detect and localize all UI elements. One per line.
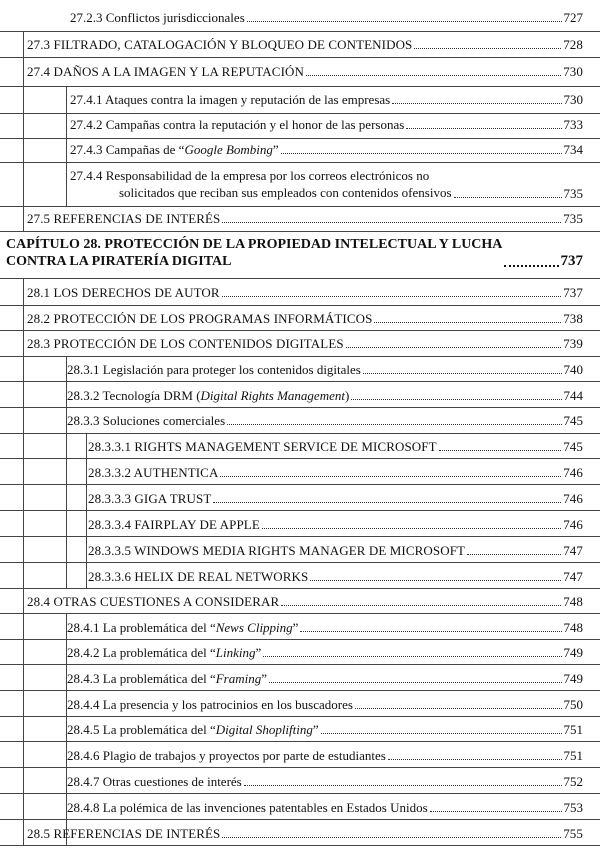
toc-entry[interactable] [27,311,583,326]
row-divider [0,613,600,614]
page-number: 733 [563,117,583,132]
toc-entry-title: 28.3.3.5 WINDOWS MEDIA RIGHTS MANAGER DE MICROSOFT [88,543,466,558]
toc-entry[interactable] [88,439,583,454]
toc-entry[interactable] [27,211,583,226]
row-divider [0,588,600,589]
row-divider [0,330,600,331]
row-divider [0,206,600,207]
title-italic: Framing [215,671,262,686]
toc-entry[interactable] [67,671,583,686]
dot-leader [222,296,562,297]
title-line-2: solicitados que reciban sus empleados con contenidos ofensivos [119,185,452,200]
title-prefix: 28.3.2 Tecnología DRM ( [67,388,201,403]
row-divider [0,113,600,114]
toc-entry[interactable] [67,697,583,712]
dot-leader [454,197,562,198]
row-divider [0,305,600,306]
row-divider [0,510,600,511]
toc-entry-title: 28.3.3.2 AUTHENTICA [88,465,219,480]
chapter-title-line-2: CONTRA LA PIRATERÍA DIGITAL [6,254,232,269]
column-rule [23,31,24,232]
column-rule [86,433,87,588]
chapter-title-line-1: CAPÍTULO 28. PROTECCIÓN DE LA PROPIEDAD INTELECTUAL Y LUCHA [6,237,503,252]
page-number: 738 [563,311,583,326]
toc-entry-title: 28.4.6 Plagio de trabajos y proyectos por parte de estudiantes [67,748,386,763]
row-divider [0,138,600,139]
dot-leader [244,785,562,786]
dot-leader [263,656,561,657]
title-italic: Google Bombing [184,142,273,157]
toc-entry-title: 28.4.7 Otras cuestiones de interés [67,774,242,789]
page-number: 737 [563,285,583,300]
toc-entry[interactable] [67,774,583,789]
title-italic: Linking [215,645,256,660]
row-divider [0,484,600,485]
dot-leader [262,528,561,529]
dot-leader [281,153,562,154]
dot-leader [213,502,561,503]
title-suffix: ” [312,722,319,737]
page-number: 728 [563,37,583,52]
page-number: 745 [563,413,583,428]
toc-entry[interactable] [27,336,583,351]
dot-leader [430,811,562,812]
toc-entry[interactable] [88,465,583,480]
toc-entry-title: 28.4 OTRAS CUESTIONES A CONSIDERAR [27,594,280,609]
toc-entry[interactable] [27,285,583,300]
toc-entry[interactable] [70,142,583,157]
page-number: 746 [563,465,583,480]
toc-entry-title [70,167,452,201]
toc-entry-title: 28.3.1 Legislación para proteger los contenidos digitales [67,362,361,377]
row-divider [0,381,600,382]
row-divider [0,31,600,32]
toc-entry[interactable] [67,748,583,763]
dot-leader [374,322,561,323]
page-number: 745 [563,439,583,454]
dot-leader [321,733,562,734]
toc-entry-title [67,671,267,686]
toc-entry[interactable] [67,645,583,660]
row-divider [0,162,600,163]
toc-entry[interactable] [70,92,583,107]
toc-entry-title [70,142,279,157]
dot-leader [269,682,561,683]
page-number: 747 [563,569,583,584]
dot-leader [310,580,561,581]
dot-leader [406,128,561,129]
toc-entry-title: 28.3.3 Soluciones comerciales [67,413,226,428]
toc-entry-title: 28.4.8 La polémica de las invenciones patentables en Estados Unidos [67,800,428,815]
row-divider [0,231,600,232]
toc-entry[interactable] [88,517,583,532]
toc-entry-title [67,722,319,737]
title-line-1: 27.4.4 Responsabilidad de la empresa por los correos electrónicos no [70,168,430,183]
toc-entry-title: 27.5 REFERENCIAS DE INTERÉS [27,211,221,226]
dot-leader [439,450,562,451]
page-number: 751 [563,722,583,737]
toc-entry-title: 28.3.3.4 FAIRPLAY DE APPLE [88,517,260,532]
title-prefix: 27.4.3 Campañas de “ [70,142,185,157]
row-divider [0,767,600,768]
page-number: 734 [563,142,583,157]
toc-entry-title: 28.4.4 La presencia y los patrocinios en los buscadores [67,697,353,712]
toc-entry-title: 28.3 PROTECCIÓN DE LOS CONTENIDOS DIGITALES [27,336,344,351]
row-divider [0,458,600,459]
toc-entry-title: 28.2 PROTECCIÓN DE LOS PROGRAMAS INFORMÁTICOS [27,311,373,326]
page-number: 727 [563,10,583,25]
page-number: 746 [563,517,583,532]
dot-leader [363,373,562,374]
dot-leader [306,75,561,76]
page-number: 746 [563,491,583,506]
toc-entry[interactable] [67,800,583,815]
dot-leader [300,631,561,632]
dot-leader [388,759,562,760]
dot-leader [346,347,561,348]
title-italic: Digital Shoplifting [215,722,313,737]
page-number: 735 [563,186,583,201]
title-suffix: ” [261,671,268,686]
dot-leader [220,476,561,477]
row-divider [0,407,600,408]
toc-entry[interactable] [27,826,583,841]
toc-entry[interactable] [88,569,583,584]
page-number: 751 [563,748,583,763]
title-italic: Digital Rights Management [200,388,345,403]
page-number: 730 [563,92,583,107]
dot-leader [467,554,561,555]
page-number: 748 [563,620,583,635]
chapter-entry[interactable] [6,236,583,270]
toc-entry-title: 28.3.3.3 GIGA TRUST [88,491,212,506]
toc-entry[interactable] [88,491,583,506]
dot-leader [281,605,561,606]
chapter-title [6,236,502,270]
row-divider [0,57,600,58]
toc-entry[interactable] [67,413,583,428]
row-divider [0,639,600,640]
page-number: 739 [563,336,583,351]
toc-entry[interactable] [27,64,583,79]
row-divider [0,793,600,794]
row-divider [0,278,600,279]
page-number: 749 [563,671,583,686]
toc-entry[interactable] [67,362,583,377]
toc-entry[interactable] [70,117,583,132]
page-number: 748 [563,594,583,609]
dot-leader [504,265,558,267]
page-number: 740 [563,362,583,377]
toc-entry-title: 27.4.2 Campañas contra la reputación y el honor de las personas [70,117,405,132]
dot-leader [222,222,561,223]
row-divider [0,716,600,717]
toc-entry-title [67,620,298,635]
toc-entry-title: 27.3 FILTRADO, CATALOGACIÓN Y BLOQUEO DE CONTENIDOS [27,37,413,52]
title-suffix: ” [272,142,279,157]
dot-leader [222,837,561,838]
toc-entry[interactable] [70,167,583,201]
toc-entry-title: 28.1 LOS DERECHOS DE AUTOR [27,285,220,300]
toc-entry-title: 27.4.1 Ataques contra la imagen y reputación de las empresas [70,92,391,107]
row-divider [0,433,600,434]
page-number: 730 [563,64,583,79]
toc-entry[interactable] [88,543,583,558]
row-divider [0,356,600,357]
page-number: 753 [563,800,583,815]
title-suffix: ” [292,620,299,635]
row-divider [0,562,600,563]
page-number: 755 [563,826,583,841]
toc-entry[interactable] [70,10,583,25]
dot-leader [392,103,561,104]
title-suffix: ” [255,645,262,660]
row-divider [0,536,600,537]
dot-leader [414,48,561,49]
toc-entry-title [67,645,261,660]
row-divider [0,819,600,820]
dot-leader [351,399,561,400]
toc-entry-title: 27.4 DAÑOS A LA IMAGEN Y LA REPUTACIÓN [27,64,304,79]
row-divider [0,664,600,665]
title-prefix: 28.4.1 La problemática del “ [67,620,216,635]
title-suffix: ) [344,388,350,403]
toc-entry-title: 28.3.3.6 HELIX DE REAL NETWORKS [88,569,309,584]
page-number: 747 [563,543,583,558]
row-divider [0,741,600,742]
page-number: 737 [560,253,583,269]
dot-leader [227,424,561,425]
column-rule [66,86,67,207]
row-divider [0,845,600,846]
toc-entry-title [67,388,349,403]
column-rule [23,278,24,846]
dot-leader [247,21,562,22]
toc-entry[interactable] [27,594,583,609]
toc-entry-title: 28.3.3.1 RIGHTS MANAGEMENT SERVICE DE MICROSOFT [88,439,437,454]
toc-entry[interactable] [27,37,583,52]
page-number: 752 [563,774,583,789]
row-divider [0,690,600,691]
toc-entry-title: 28.5 REFERENCIAS DE INTERÉS [27,826,221,841]
title-prefix: 28.4.5 La problemática del “ [67,722,216,737]
title-italic: News Clipping [215,620,293,635]
page-number: 744 [563,388,583,403]
page-number: 750 [563,697,583,712]
toc-entry[interactable] [67,388,583,403]
toc-entry[interactable] [67,620,583,635]
title-prefix: 28.4.3 La problemática del “ [67,671,216,686]
toc-entry-title: 27.2.3 Conflictos jurisdiccionales [70,10,245,25]
toc-entry[interactable] [67,722,583,737]
title-prefix: 28.4.2 La problemática del “ [67,645,216,660]
page-number: 749 [563,645,583,660]
page-number: 735 [563,211,583,226]
row-divider [0,86,600,87]
dot-leader [355,708,562,709]
